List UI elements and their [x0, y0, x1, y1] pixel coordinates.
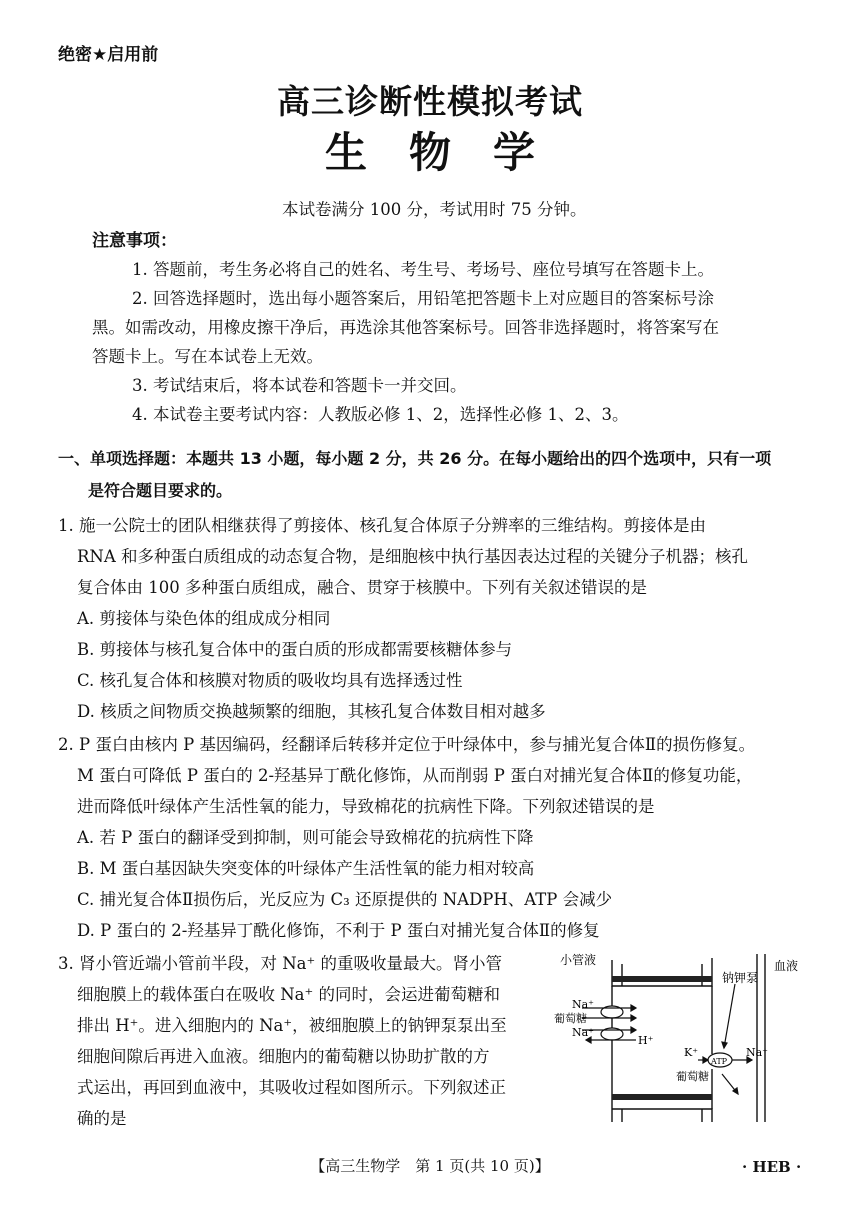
question-1-stem: 复合体由 100 多种蛋白质组成，融合、贯穿于核膜中。下列有关叙述错误的是: [77, 578, 647, 597]
question-1-option-a: A. 剪接体与染色体的组成成分相同: [77, 609, 331, 628]
atp-label: ATP: [711, 1057, 728, 1066]
question-1-option-c: C. 核孔复合体和核膜对物质的吸收均具有选择透过性: [77, 671, 463, 690]
page-footer: 【高三生物学 第 1 页(共 10 页)】: [310, 1157, 550, 1175]
section-heading-cont: 是符合题目要求的。: [88, 481, 233, 500]
na-bottom-label: Na⁺: [572, 1026, 594, 1039]
k-label: K⁺: [684, 1046, 699, 1059]
notice-line: 4. 本试卷主要考试内容：人教版必修 1、2，选择性必修 1、2、3。: [132, 405, 629, 424]
notice-heading: 注意事项：: [92, 231, 177, 251]
question-3-stem: 排出 H⁺。进入细胞内的 Na⁺，被细胞膜上的钠钾泵泵出至: [77, 1016, 507, 1035]
question-3-stem: 细胞膜上的载体蛋白在吸收 Na⁺ 的同时，会运进葡萄糖和: [77, 985, 500, 1004]
question-1-option-d: D. 核质之间物质交换越频繁的细胞，其核孔复合体数目相对越多: [77, 702, 546, 721]
h-label: H⁺: [638, 1034, 654, 1047]
notice-line: 2. 回答选择题时，选出每小题答案后，用铅笔把答题卡上对应题目的答案标号涂: [132, 289, 714, 308]
confidential-label: 绝密★启用前: [58, 45, 159, 65]
lumen-label: 小管液: [560, 953, 597, 967]
section-heading: 一、单项选择题：本题共 13 小题，每小题 2 分，共 26 分。在每小题给出的四个选项中，只有一项: [58, 449, 772, 468]
question-2-option-d: D. P 蛋白的 2-羟基异丁酰化修饰，不利于 P 蛋白对捕光复合体Ⅱ的修复: [77, 921, 600, 940]
question-3-stem: 确的是: [77, 1109, 127, 1128]
question-2-option-c: C. 捕光复合体Ⅱ损伤后，光反应为 C₃ 还原提供的 NADPH、ATP 会减少: [77, 890, 613, 909]
kidney-tubule-diagram: [552, 944, 800, 1122]
blood-label: 血液: [774, 959, 799, 973]
exam-info: 本试卷满分 100 分，考试用时 75 分钟。: [282, 200, 587, 219]
pump-label: 钠钾泵: [722, 971, 759, 985]
question-1-stem: RNA 和多种蛋白质组成的动态复合物，是细胞核中执行基因表达过程的关键分子机器；核孔: [77, 547, 749, 566]
paper-code: · HEB ·: [742, 1158, 802, 1176]
question-3-stem: 细胞间隙后再进入血液。细胞内的葡萄糖以协助扩散的方: [77, 1047, 490, 1066]
question-3-stem: 3. 肾小管近端小管前半段，对 Na⁺ 的重吸收量最大。肾小管: [58, 954, 502, 973]
exam-title: 高三诊断性模拟考试: [277, 82, 583, 121]
notice-line: 答题卡上。写在本试卷上无效。: [92, 347, 323, 366]
question-2-stem: 进而降低叶绿体产生活性氧的能力，导致棉花的抗病性下降。下列叙述错误的是: [77, 797, 655, 816]
na-top-label: Na⁺: [572, 998, 594, 1011]
question-2-stem: M 蛋白可降低 P 蛋白的 2-羟基异丁酰化修饰，从而削弱 P 蛋白对捕光复合体Ⅱ的修复功能，: [77, 766, 753, 785]
notice-line: 黑。如需改动，用橡皮擦干净后，再选涂其他答案标号。回答非选择题时，将答案写在: [92, 318, 719, 337]
glucose-inner-label: 葡萄糖: [676, 1070, 709, 1083]
notice-line: 3. 考试结束后，将本试卷和答题卡一并交回。: [132, 376, 467, 395]
na-right-label: Na⁺: [746, 1046, 768, 1059]
question-1-option-b: B. 剪接体与核孔复合体中的蛋白质的形成都需要核糖体参与: [77, 640, 513, 659]
question-3-stem: 式运出，再回到血液中，其吸收过程如图所示。下列叙述正: [77, 1078, 506, 1097]
question-2-option-a: A. 若 P 蛋白的翻译受到抑制，则可能会导致棉花的抗病性下降: [77, 828, 534, 847]
question-1-stem: 1. 施一公院士的团队相继获得了剪接体、核孔复合体原子分辨率的三维结构。剪接体是由: [58, 516, 706, 535]
notice-line: 1. 答题前，考生务必将自己的姓名、考生号、考场号、座位号填写在答题卡上。: [132, 260, 714, 279]
question-2-option-b: B. M 蛋白基因缺失突变体的叶绿体产生活性氧的能力相对较高: [77, 859, 535, 878]
subject-title: 生物学: [324, 128, 577, 177]
question-2-stem: 2. P 蛋白由核内 P 基因编码，经翻译后转移并定位于叶绿体中，参与捕光复合体Ⅱ的损伤修复。: [58, 735, 756, 754]
glucose-left-label: 葡萄糖: [554, 1012, 587, 1025]
